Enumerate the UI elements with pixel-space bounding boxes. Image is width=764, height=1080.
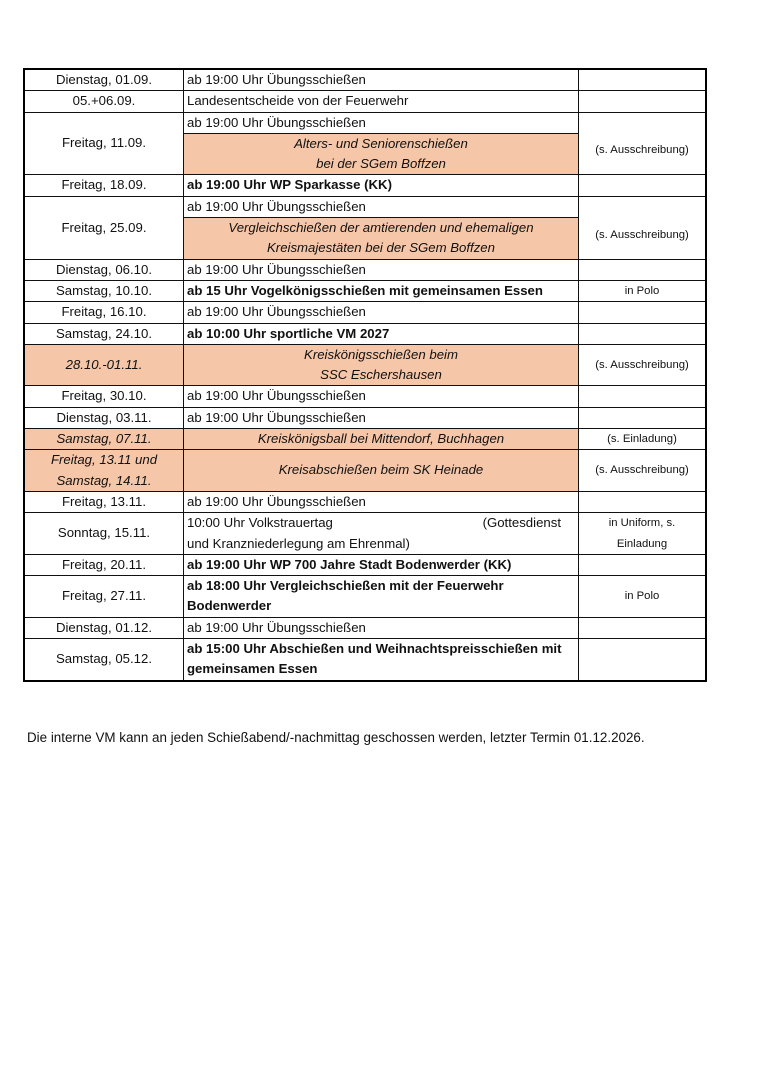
table-row <box>24 175 706 196</box>
event-cell: ab 19:00 Uhr Übungsschießen <box>184 386 579 407</box>
date-line: Samstag, 14.11. <box>56 472 152 488</box>
table-row <box>24 429 706 450</box>
note-cell <box>579 386 707 407</box>
note-cell <box>579 175 707 196</box>
table-row <box>24 91 706 112</box>
date-cell: 28.10.-01.11. <box>24 344 184 386</box>
table-row <box>24 639 706 681</box>
event-line <box>187 513 575 533</box>
highlighted-event-cell: Kreisabschießen beim SK Heinade <box>184 450 579 492</box>
highlighted-event-cell <box>184 344 579 386</box>
note-cell <box>579 91 707 112</box>
event-cell: ab 19:00 Uhr Übungsschießen <box>184 302 579 323</box>
table-row <box>24 196 706 217</box>
table-row <box>24 280 706 301</box>
note-cell: in Polo <box>579 280 707 301</box>
date-line: Freitag, 13.11 und <box>50 452 158 468</box>
schedule-table <box>23 68 707 682</box>
event-cell: Landesentscheide von der Feuerwehr <box>184 91 579 112</box>
date-cell <box>24 450 184 492</box>
event-cell: ab 19:00 Uhr Übungsschießen <box>184 69 579 91</box>
date-cell: Freitag, 27.11. <box>24 576 184 618</box>
event-line: und Kranzniederlegung am Ehrenmal) <box>187 535 410 551</box>
note-cell <box>579 513 707 555</box>
highlighted-event-cell: Kreiskönigsball bei Mittendorf, Buchhagen <box>184 429 579 450</box>
event-line: SSC Eschershausen <box>320 367 442 383</box>
note-cell <box>579 639 707 681</box>
note-cell: (s. Ausschreibung) <box>579 344 707 386</box>
date-cell: Samstag, 07.11. <box>24 429 184 450</box>
event-line: Kreismajestäten bei der SGem Boffzen <box>267 240 495 256</box>
event-cell: ab 15:00 Uhr Abschießen und Weihnachtspreisschießen mit gemeinsamen Essen <box>184 639 579 681</box>
note-cell: (s. Ausschreibung) <box>579 450 707 492</box>
date-cell: Freitag, 18.09. <box>24 175 184 196</box>
table-row <box>24 554 706 575</box>
table-row <box>24 323 706 344</box>
table-row <box>24 407 706 428</box>
date-cell: Freitag, 30.10. <box>24 386 184 407</box>
event-cell: ab 18:00 Uhr Vergleichschießen mit der Feuerwehr Bodenwerder <box>184 576 579 618</box>
event-cell: ab 19:00 Uhr WP Sparkasse (KK) <box>184 175 579 196</box>
table-row <box>24 386 706 407</box>
table-row <box>24 576 706 618</box>
date-cell: Freitag, 20.11. <box>24 554 184 575</box>
event-cell: ab 19:00 Uhr Übungsschießen <box>184 196 579 217</box>
note-line: in Uniform, s. <box>608 517 676 530</box>
table-row <box>24 513 706 555</box>
note-cell <box>579 69 707 91</box>
table-row <box>24 491 706 512</box>
date-cell: 05.+06.09. <box>24 91 184 112</box>
date-cell: Dienstag, 03.11. <box>24 407 184 428</box>
date-cell: Samstag, 10.10. <box>24 280 184 301</box>
footnote: Die interne VM kann an jeden Schießabend/-nachmittag geschossen werden, letzter Termin 01.12.2026. <box>27 730 645 745</box>
event-cell: ab 19:00 Uhr WP 700 Jahre Stadt Bodenwerder (KK) <box>184 554 579 575</box>
note-line: Einladung <box>616 537 668 550</box>
date-cell: Freitag, 11.09. <box>24 112 184 175</box>
event-cell <box>184 513 579 555</box>
date-cell: Freitag, 16.10. <box>24 302 184 323</box>
table-row <box>24 259 706 280</box>
event-line: Vergleichschießen der amtierenden und ehemaligen <box>228 220 534 236</box>
event-cell: ab 19:00 Uhr Übungsschießen <box>184 407 579 428</box>
event-text: 10:00 Uhr Volkstrauertag <box>187 515 333 531</box>
event-cell: ab 19:00 Uhr Übungsschießen <box>184 259 579 280</box>
note-cell <box>579 491 707 512</box>
table-row <box>24 450 706 492</box>
event-cell: ab 19:00 Uhr Übungsschießen <box>184 617 579 638</box>
note-cell <box>579 617 707 638</box>
date-cell: Freitag, 13.11. <box>24 491 184 512</box>
note-cell <box>579 407 707 428</box>
note-cell <box>579 554 707 575</box>
table-row <box>24 617 706 638</box>
date-cell: Dienstag, 06.10. <box>24 259 184 280</box>
event-text: (Gottesdienst <box>482 515 561 531</box>
table-row <box>24 112 706 133</box>
note-cell: in Polo <box>579 576 707 618</box>
event-line: Alters- und Seniorenschießen <box>294 135 468 151</box>
table-row <box>24 302 706 323</box>
event-line: Kreiskönigsschießen beim <box>304 346 458 362</box>
event-cell: ab 15 Uhr Vogelkönigsschießen mit gemeinsamen Essen <box>184 280 579 301</box>
note-cell: (s. Ausschreibung) <box>579 112 707 175</box>
table-row <box>24 344 706 386</box>
event-line: bei der SGem Boffzen <box>316 156 446 172</box>
event-cell: ab 10:00 Uhr sportliche VM 2027 <box>184 323 579 344</box>
note-cell: (s. Einladung) <box>579 429 707 450</box>
note-cell: (s. Ausschreibung) <box>579 196 707 259</box>
date-cell: Samstag, 05.12. <box>24 639 184 681</box>
note-cell <box>579 302 707 323</box>
note-cell <box>579 323 707 344</box>
event-cell: ab 19:00 Uhr Übungsschießen <box>184 112 579 133</box>
date-cell: Freitag, 25.09. <box>24 196 184 259</box>
note-cell <box>579 259 707 280</box>
highlighted-event-cell <box>184 133 579 175</box>
date-cell: Dienstag, 01.12. <box>24 617 184 638</box>
table-row <box>24 69 706 91</box>
highlighted-event-cell <box>184 218 579 260</box>
event-cell: ab 19:00 Uhr Übungsschießen <box>184 491 579 512</box>
date-cell: Dienstag, 01.09. <box>24 69 184 91</box>
date-cell: Samstag, 24.10. <box>24 323 184 344</box>
date-cell: Sonntag, 15.11. <box>24 513 184 555</box>
